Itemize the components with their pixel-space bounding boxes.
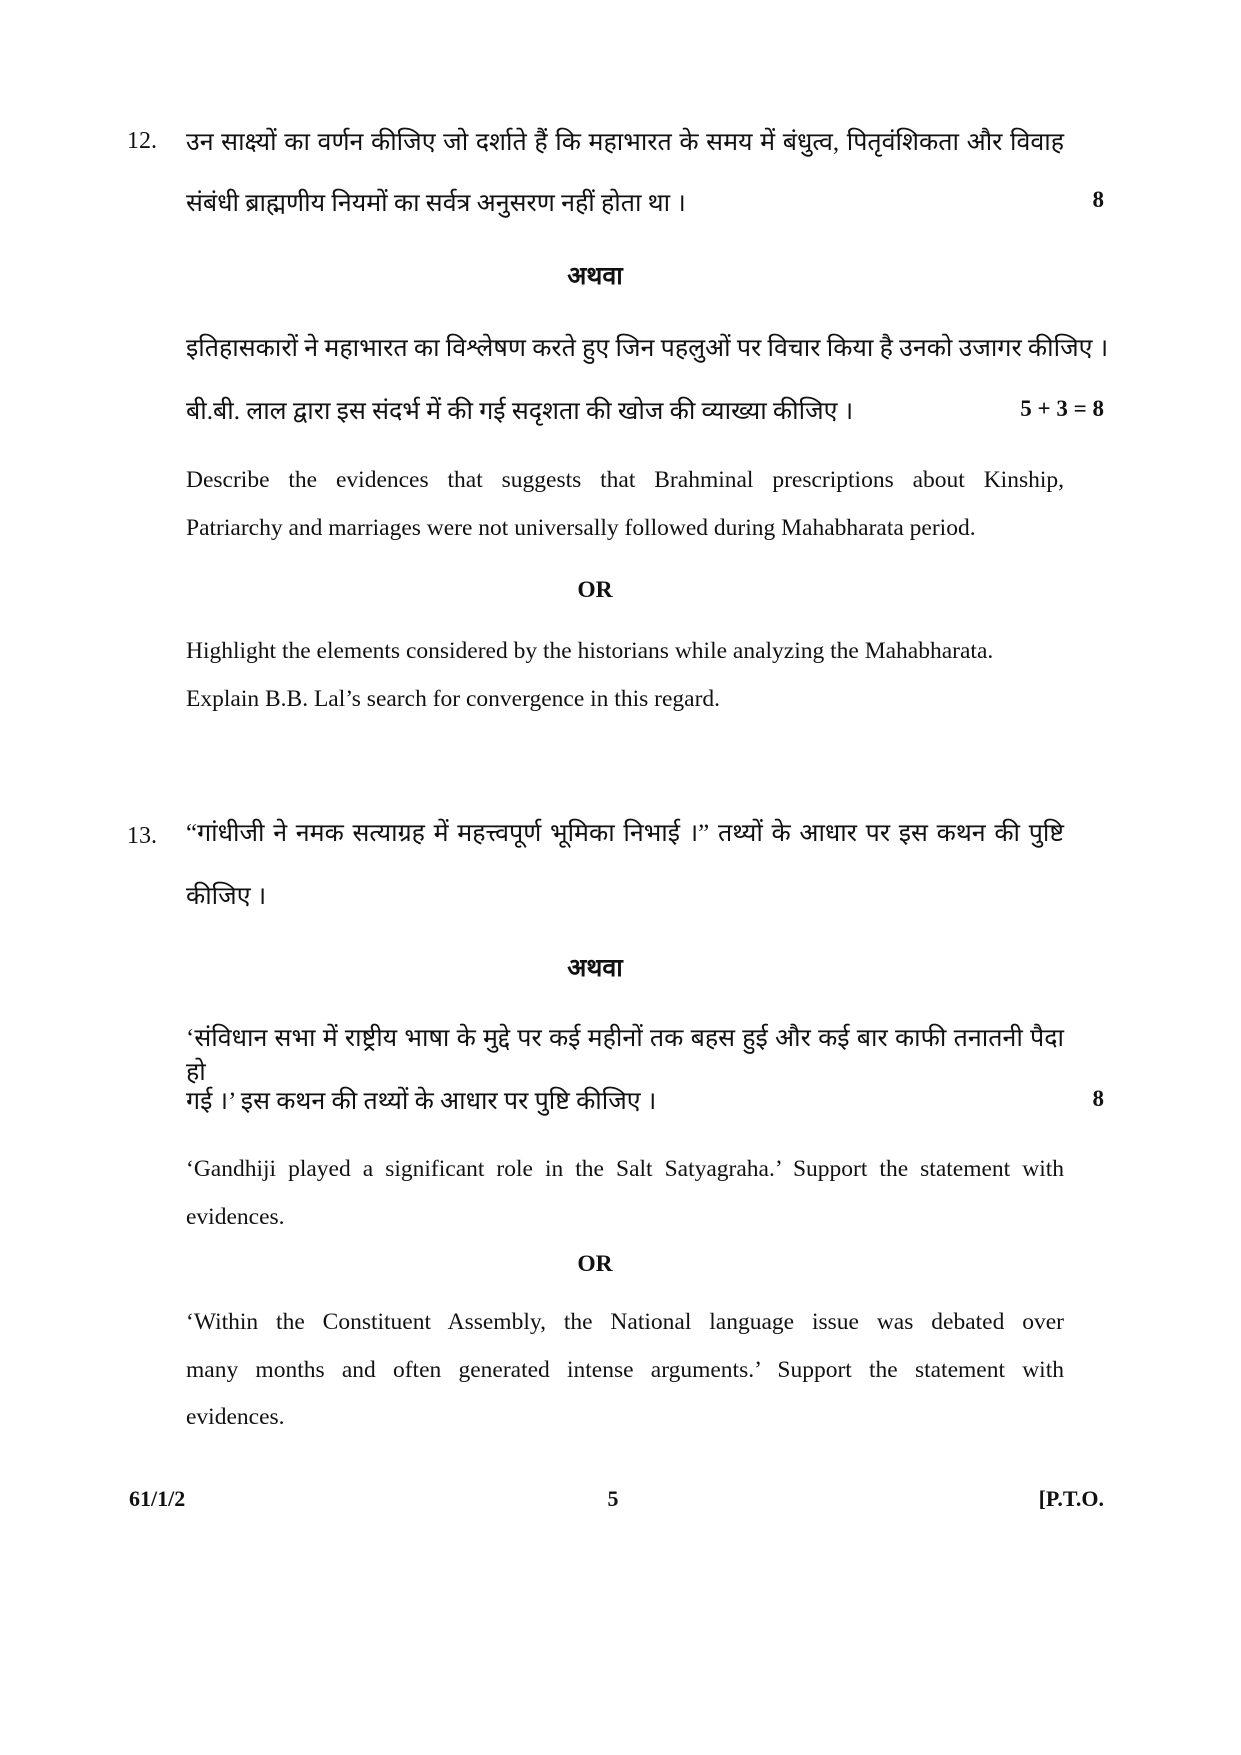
q13-english-line-1: ‘Gandhiji played a significant role in the Salt Satyagraha.’ Support the statement with	[186, 1156, 1064, 1182]
q13-or-hindi: अथवा	[567, 955, 623, 982]
q13-alt-english-line-3: evidences.	[186, 1404, 285, 1430]
q12-alt-hindi-line-2: बी.बी. लाल द्वारा इस संदर्भ में की गई सदृशता की खोज की व्याख्या कीजिए ।	[186, 398, 854, 425]
q13-alt-hindi-line-1: ‘संविधान सभा में राष्ट्रीय भाषा के मुद्दे पर कई महीनों तक बहस हुई और कई बार काफी तनातनी पैदा हो	[186, 1025, 1065, 1086]
q13-marks: 8	[1092, 1086, 1104, 1111]
q13-hindi-line-1: “गांधीजी ने नमक सत्याग्रह में महत्त्वपूर्ण भूमिका निभाई ।” तथ्यों के आधार पर इस कथन की पुष्टि	[186, 820, 1064, 847]
q13-alt-english-line-2: many months and often generated intense arguments.’ Support the statement with	[186, 1357, 1064, 1383]
q13-or-english: OR	[577, 1251, 613, 1277]
q12-english-line-2: Patriarchy and marriages were not universally followed during Mahabharata period.	[186, 515, 976, 541]
q13-english-line-2: evidences.	[186, 1204, 285, 1230]
q12-alt-english-line-1: Highlight the elements considered by the historians while analyzing the Mahabharata.	[186, 638, 994, 664]
pto-label: [P.T.O.	[1038, 1486, 1104, 1511]
q13-hindi-line-2: कीजिए ।	[186, 883, 267, 910]
q13-alt-english-line-1: ‘Within the Constituent Assembly, the National language issue was debated over	[186, 1309, 1064, 1335]
q12-alt-hindi-line-1: इतिहासकारों ने महाभारत का विश्लेषण करते हुए जिन पहलुओं पर विचार किया है उनको उजागर कीजिए ।	[186, 335, 1109, 362]
q12-hindi-line-1: उन साक्ष्यों का वर्णन कीजिए जो दर्शाते हैं कि महाभारत के समय में बंधुत्व, पितृवंशिकता और विवाह	[186, 129, 1064, 156]
q12-marks: 8	[1092, 187, 1104, 212]
q12-english-line-1: Describe the evidences that suggests that Brahminal prescriptions about Kinship,	[186, 467, 1064, 493]
question-13-number: 13.	[127, 823, 157, 849]
q12-or-english: OR	[577, 577, 613, 603]
q12-hindi-line-2: संबंधी ब्राह्मणीय नियमों का सर्वत्र अनुसरण नहीं होता था ।	[186, 190, 686, 217]
question-12-number: 12.	[127, 128, 157, 154]
paper-code: 61/1/2	[129, 1486, 186, 1511]
q12-or-hindi: अथवा	[567, 263, 623, 290]
q13-alt-hindi-line-2: गई ।’ इस कथन की तथ्यों के आधार पर पुष्टि कीजिए ।	[186, 1088, 657, 1115]
page-number: 5	[607, 1486, 619, 1511]
q12-alt-english-line-2: Explain B.B. Lal’s search for convergence in this regard.	[186, 686, 721, 712]
q12-alt-marks: 5 + 3 = 8	[1020, 396, 1104, 421]
